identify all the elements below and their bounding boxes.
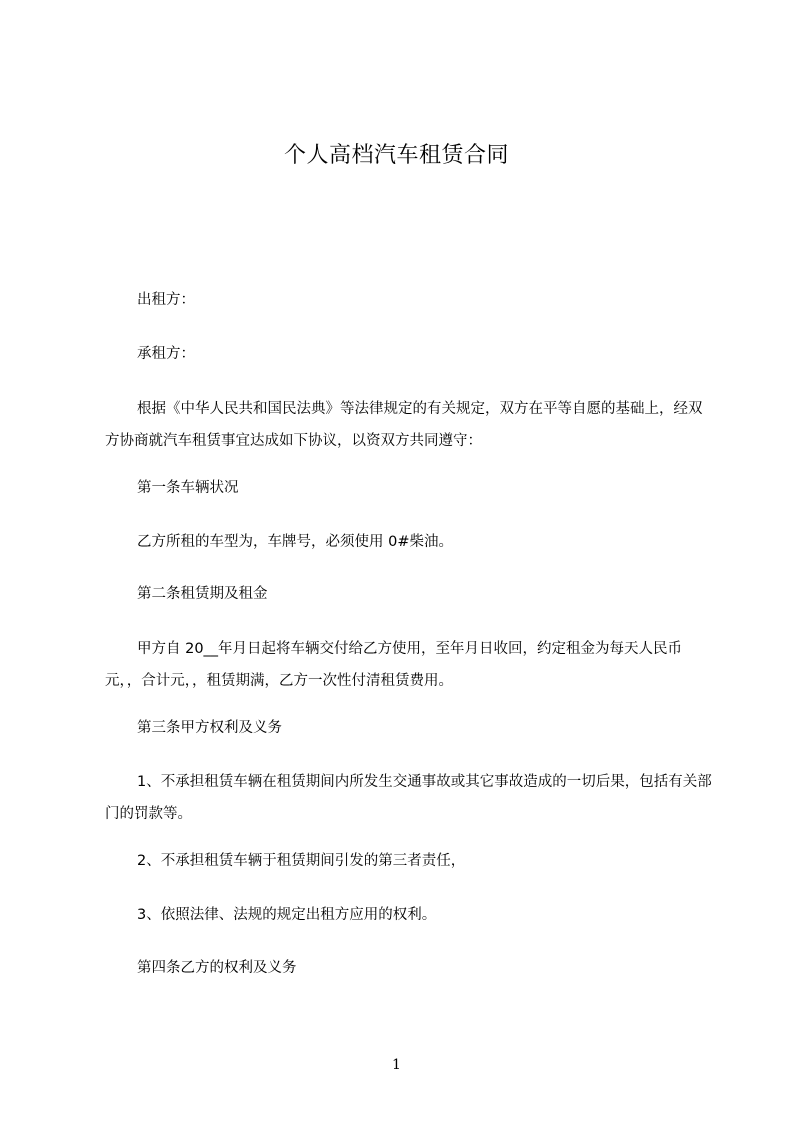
clause-heading-3: 第三条甲方权利及义务: [137, 720, 282, 736]
page-number: 1: [392, 1057, 401, 1073]
paragraph-vehicle: 乙方所租的车型为，车牌号，必须使用 0#柴油。: [137, 534, 453, 550]
paragraph-lessor: 出租方：: [137, 292, 195, 308]
document-title: 个人高档汽车租赁合同: [283, 143, 509, 168]
clause-heading-2: 第二条租赁期及租金: [137, 586, 268, 602]
paragraph-lessor-item-2: 2、不承担租赁车辆于租赁期间引发的第三者责任，: [137, 853, 466, 869]
paragraph-lessor-item-1: 1、不承担租赁车辆在租赁期间内所发生交通事故或其它事故造成的一切后果，包括有关部门的罚款等。: [105, 774, 712, 822]
paragraph-lessee: 承租方：: [137, 346, 195, 362]
paragraph-lessor-item-3: 3、依照法律、法规的规定出租方应用的权利。: [137, 907, 437, 923]
clause-heading-1: 第一条车辆状况: [137, 480, 239, 496]
paragraph-preamble: 根据《中华人民共和国民法典》等法律规定的有关规定，双方在平等自愿的基础上，经双方协商就汽车租赁事宜达成如下协议，以资双方共同遵守：: [105, 401, 703, 449]
paragraph-rent: 甲方自 20__年月日起将车辆交付给乙方使用，至年月日收回，约定租金为每天人民币元，，合计元，，租赁期满，乙方一次性付清租赁费用。: [105, 641, 683, 689]
clause-heading-4: 第四条乙方的权利及义务: [137, 960, 297, 976]
